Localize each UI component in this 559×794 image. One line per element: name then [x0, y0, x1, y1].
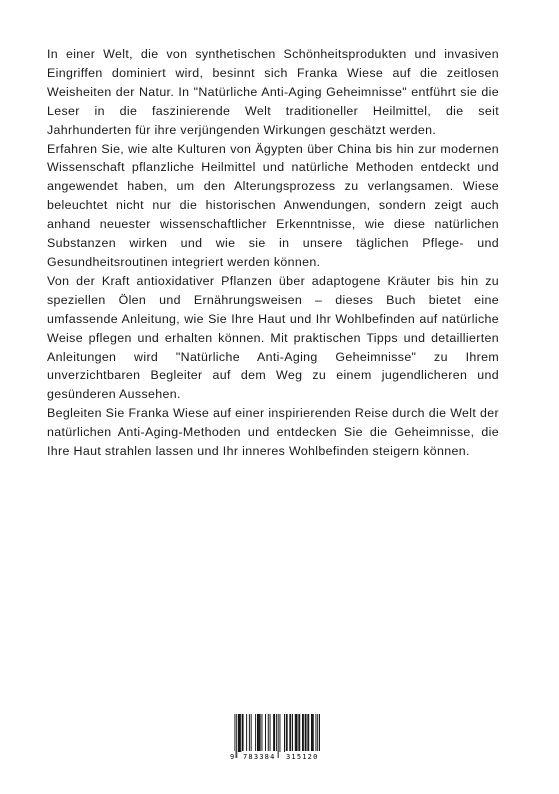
blurb-paragraph-2: Erfahren Sie, wie alte Kulturen von Ägypten über China bis hin zur modernen Wissenschaft pflanzliche Heilmittel und natürliche Methoden entdeckt und angewendet haben, um den Alterungsprozess zu verlangsamen. Wiese beleuchtet nicht nur die historischen Anwendungen, sondern zeigt auch anhand neuester wissenschaftlicher Erkenntnisse, wie diese natürlichen Substanzen wirken und wie sie in unsere täglichen Pflege- und Gesundheitsroutinen integriert werden können. [47, 141, 499, 269]
barcode-bar [257, 714, 258, 752]
barcode-bar [305, 714, 306, 752]
barcode-bar [295, 714, 296, 752]
barcode-bar [292, 714, 293, 752]
barcode-digits [230, 751, 326, 763]
barcode-bar [260, 714, 261, 752]
blurb-paragraph-3: Von der Kraft antioxidativer Pflanzen über adaptogene Kräuter bis hin zu speziellen Ölen und Ernährungsweisen – dieses Buch bietet eine umfassende Anleitung, wie Sie Ihre Haut und Ihr Wohlbefinden auf natürliche Weise pflegen und erhalten können. Mit praktischen Tipps und detaillierten Anleitungen wird "Natürliche Anti-Aging Geheimnisse" zu Ihrem unverzichtbaren Begleiter auf dem Weg zu einem jugendlicheren und gesünderen Aussehen. [47, 273, 499, 402]
barcode-bar [299, 714, 300, 752]
barcode-bar [313, 714, 314, 752]
barcode-bar [307, 714, 308, 752]
barcode-bar [303, 714, 304, 752]
barcode-bar [270, 714, 271, 752]
barcode-bar [302, 714, 303, 752]
barcode-bar [268, 714, 269, 752]
barcode-bar [251, 714, 252, 752]
barcode-bar [284, 714, 285, 752]
barcode-bar [258, 714, 259, 752]
back-cover-blurb [47, 45, 499, 461]
barcode-bar [274, 714, 275, 752]
barcode-bar [243, 714, 244, 752]
barcode-bar [265, 714, 266, 752]
barcode-bar [238, 714, 239, 752]
barcode-left-group: 783384 [243, 753, 276, 761]
barcode-right-group: 315120 [286, 753, 319, 761]
barcode-bar [306, 714, 307, 752]
barcode-bar [273, 714, 274, 752]
barcode-bar [297, 714, 298, 752]
barcode-bar [311, 714, 312, 752]
barcode-bar [287, 714, 288, 752]
barcode-bar [259, 714, 260, 752]
barcode-bar [255, 714, 256, 752]
barcode-bar [296, 714, 297, 752]
barcode-bar [298, 714, 299, 752]
barcode-bar [249, 714, 250, 752]
barcode-first-digit: 9 [230, 753, 235, 761]
isbn-barcode [230, 714, 326, 768]
blurb-paragraph-1: In einer Welt, die von synthetischen Schönheitsprodukten und invasiven Eingriffen dominiert wird, besinnt sich Franka Wiese auf die zeitlosen Weisheiten der Natur. In "Natürliche Anti-Aging Geheimnisse" entführt sie die Leser in die faszinierende Welt traditioneller Heilmittel, die seit Jahrhunderten für ihre verjüngenden Wirkungen geschätzt werden. [47, 47, 499, 137]
barcode-bar [312, 714, 313, 752]
barcode-bar [280, 714, 281, 752]
barcode-bar [308, 714, 309, 752]
barcode-bar [290, 714, 291, 752]
blurb-paragraph-4: Begleiten Sie Franka Wiese auf einer inspirierenden Reise durch die Welt der natürlichen Anti-Aging-Methoden und entdecken Sie die Geheimnisse, die Ihre Haut strahlen lassen und Ihr inneres Wohlbefinden steigern können. [47, 406, 499, 459]
barcode-bar [316, 714, 317, 752]
barcode-bar [240, 714, 241, 752]
barcode-bar [286, 714, 287, 752]
barcode-bar [289, 714, 290, 752]
barcode-bar [239, 714, 240, 752]
barcode-bar [242, 714, 243, 752]
barcode-bar [262, 714, 263, 752]
barcode-bar [246, 714, 247, 752]
